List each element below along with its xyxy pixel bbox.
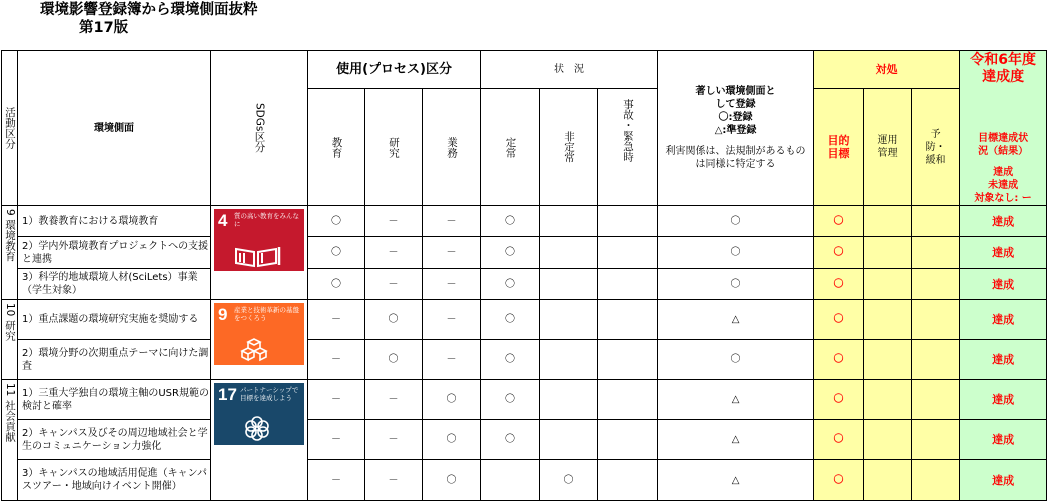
- usage-education-cell: 〇: [308, 206, 365, 237]
- usage-education-cell: 〇: [308, 269, 365, 300]
- prevention-cell: [912, 206, 960, 237]
- status-emergency-cell: [598, 237, 658, 269]
- sdg-cell: [211, 206, 308, 300]
- status-emergency-cell: [598, 269, 658, 300]
- aspect-cell: 1）三重大学独自の環境主軸のUSR規範の検討と確率: [18, 380, 211, 420]
- status-regular-cell: 〇: [481, 237, 540, 269]
- target-cell: 〇: [814, 340, 864, 380]
- target-cell: 〇: [814, 206, 864, 237]
- usage-col-business: 業務: [423, 89, 481, 206]
- status-regular-cell: 〇: [481, 269, 540, 300]
- significance-cell: △: [658, 380, 814, 420]
- usage-education-cell: －: [308, 340, 365, 380]
- status-irregular-cell: [540, 340, 598, 380]
- usage-research-cell: －: [365, 420, 423, 460]
- aspect-cell: 2）環境分野の次期重点テーマに向けた調査: [18, 340, 211, 380]
- table-row: [2, 206, 1047, 237]
- sdgs-header: SDGs区分: [211, 51, 308, 206]
- prevention-cell: [912, 420, 960, 460]
- operation-cell: [864, 206, 912, 237]
- aspect-cell: 2）キャンパス及びその周辺地域社会と学生のコミュニケーション力強化: [18, 420, 211, 460]
- target-cell: 〇: [814, 300, 864, 340]
- achievement-cell: 達成: [960, 460, 1047, 501]
- status-irregular-cell: [540, 237, 598, 269]
- usage-research-cell: －: [365, 460, 423, 501]
- sdg-goal-9-badge: [214, 303, 304, 365]
- significance-cell: △: [658, 300, 814, 340]
- sdg-caption: パートナーシップで目標を達成しよう: [240, 386, 299, 402]
- achievement-cell: 達成: [960, 300, 1047, 340]
- usage-business-cell: －: [423, 269, 481, 300]
- aspect-cell: 3）科学的地域環境人材(SciLets）事業（学生対象）: [18, 269, 211, 300]
- prevention-cell: [912, 269, 960, 300]
- status-col-irregular: 非定常: [540, 89, 598, 206]
- activity-cell: 11 社会貢献: [2, 380, 18, 501]
- response-col-operation: 運用管理: [864, 89, 912, 206]
- status-regular-cell: 〇: [481, 206, 540, 237]
- activity-cell: 10 研究: [2, 300, 18, 380]
- activity-header: 活動区分: [2, 51, 18, 206]
- usage-business-cell: 〇: [423, 380, 481, 420]
- usage-business-cell: －: [423, 300, 481, 340]
- usage-business-cell: －: [423, 237, 481, 269]
- table-row: [2, 340, 1047, 380]
- usage-header: 使用(プロセス)区分: [308, 51, 481, 89]
- status-regular-cell: [481, 460, 540, 501]
- target-cell: 〇: [814, 380, 864, 420]
- prevention-cell: [912, 237, 960, 269]
- usage-education-cell: －: [308, 420, 365, 460]
- status-irregular-cell: [540, 300, 598, 340]
- aspect-cell: 3）キャンパスの地域活用促進（キャンパスツアー・地域向けイベント開催）: [18, 460, 211, 501]
- sdg-goal-4-badge: [214, 209, 304, 271]
- usage-research-cell: 〇: [365, 340, 423, 380]
- response-col-prevention: 予防・緩和: [912, 89, 960, 206]
- status-emergency-cell: [598, 300, 658, 340]
- status-emergency-cell: [598, 206, 658, 237]
- page-title: 環境影響登録簿から環境側面抜粋: [40, 2, 258, 18]
- significance-cell: 〇: [658, 269, 814, 300]
- status-irregular-cell: [540, 269, 598, 300]
- status-irregular-cell: 〇: [540, 460, 598, 501]
- status-header: 状 況: [481, 51, 658, 89]
- sdg-cell: [211, 300, 308, 380]
- usage-col-research: 研究: [365, 89, 423, 206]
- achievement-cell: 達成: [960, 380, 1047, 420]
- target-cell: 〇: [814, 460, 864, 501]
- usage-research-cell: 〇: [365, 300, 423, 340]
- response-header: 対処: [814, 51, 960, 89]
- achievement-header: 令和6年度達成度 目標達成状況（結果） 達成 未達成 対象なし: ー: [960, 51, 1047, 206]
- sdg-caption: 質の高い教育をみんなに: [234, 212, 299, 228]
- achievement-cell: 達成: [960, 206, 1047, 237]
- usage-education-cell: －: [308, 380, 365, 420]
- status-regular-cell: 〇: [481, 340, 540, 380]
- achievement-cell: 達成: [960, 420, 1047, 460]
- usage-business-cell: －: [423, 206, 481, 237]
- operation-cell: [864, 460, 912, 501]
- achievement-cell: 達成: [960, 269, 1047, 300]
- significance-cell: 〇: [658, 340, 814, 380]
- significance-cell: △: [658, 420, 814, 460]
- usage-business-cell: 〇: [423, 420, 481, 460]
- significance-cell: △: [658, 460, 814, 501]
- prevention-cell: [912, 460, 960, 501]
- sdg-number: 17: [218, 385, 237, 404]
- prevention-cell: [912, 300, 960, 340]
- table-row: [2, 300, 1047, 340]
- table-row: [2, 269, 1047, 300]
- status-col-emergency: 事故・緊急時: [598, 89, 658, 206]
- status-col-regular: 定常: [481, 89, 540, 206]
- status-regular-cell: 〇: [481, 420, 540, 460]
- response-col-target: 目的目標: [814, 89, 864, 206]
- usage-research-cell: －: [365, 269, 423, 300]
- achievement-cell: 達成: [960, 237, 1047, 269]
- target-cell: 〇: [814, 420, 864, 460]
- usage-research-cell: －: [365, 237, 423, 269]
- operation-cell: [864, 269, 912, 300]
- status-irregular-cell: [540, 206, 598, 237]
- significance-cell: 〇: [658, 206, 814, 237]
- table-row: [2, 420, 1047, 460]
- status-irregular-cell: [540, 380, 598, 420]
- table-row: [2, 460, 1047, 501]
- prevention-cell: [912, 340, 960, 380]
- prevention-cell: [912, 380, 960, 420]
- usage-education-cell: 〇: [308, 237, 365, 269]
- status-emergency-cell: [598, 340, 658, 380]
- significance-cell: 〇: [658, 237, 814, 269]
- sdg-number: 4: [218, 211, 228, 230]
- activity-cell: 9 環境教育: [2, 206, 18, 300]
- achievement-cell: 達成: [960, 340, 1047, 380]
- usage-col-education: 教育: [308, 89, 365, 206]
- usage-education-cell: －: [308, 460, 365, 501]
- status-emergency-cell: [598, 420, 658, 460]
- aspect-cell: 2）学内外環境教育プロジェクトへの支援と連携: [18, 237, 211, 269]
- target-cell: 〇: [814, 269, 864, 300]
- status-emergency-cell: [598, 380, 658, 420]
- usage-research-cell: －: [365, 206, 423, 237]
- environmental-aspects-table: [1, 50, 1047, 501]
- target-cell: 〇: [814, 237, 864, 269]
- status-emergency-cell: [598, 460, 658, 501]
- sdg-number: 9: [218, 305, 228, 324]
- operation-cell: [864, 420, 912, 460]
- sdg-goal-17-badge: [214, 383, 304, 445]
- operation-cell: [864, 300, 912, 340]
- operation-cell: [864, 237, 912, 269]
- table-row: [2, 237, 1047, 269]
- aspect-cell: 1）教養教育における環境教育: [18, 206, 211, 237]
- status-regular-cell: 〇: [481, 300, 540, 340]
- usage-business-cell: －: [423, 340, 481, 380]
- usage-research-cell: －: [365, 380, 423, 420]
- usage-business-cell: 〇: [423, 460, 481, 501]
- operation-cell: [864, 380, 912, 420]
- sdg-caption: 産業と技術革新の基盤をつくろう: [234, 306, 299, 322]
- significant-header: 著しい環境側面として登録 〇:登録 △:準登録 利害関係は、法規制があるものは同様に特定する: [658, 51, 814, 206]
- operation-cell: [864, 340, 912, 380]
- aspect-cell: 1）重点課題の環境研究実施を奨励する: [18, 300, 211, 340]
- sdg-cell: [211, 380, 308, 501]
- page-subtitle: 第17版: [79, 20, 129, 36]
- status-irregular-cell: [540, 420, 598, 460]
- status-regular-cell: 〇: [481, 380, 540, 420]
- usage-education-cell: －: [308, 300, 365, 340]
- aspect-header: 環境側面: [18, 51, 211, 206]
- table-row: [2, 380, 1047, 420]
